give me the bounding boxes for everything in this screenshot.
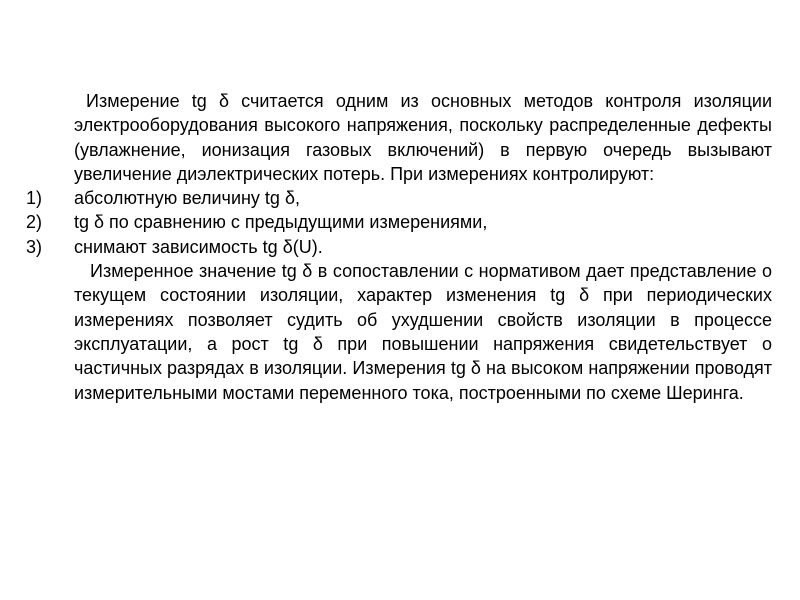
list-item xyxy=(26,235,772,259)
list-item-text: tg δ по сравнению с предыдущими измерениями, xyxy=(74,212,488,233)
list-item-text: снимают зависимость tg δ(U). xyxy=(74,236,323,257)
list-item xyxy=(26,210,772,234)
list-item-number: 2) xyxy=(26,212,43,233)
control-list xyxy=(26,186,772,259)
list-item-number: 3) xyxy=(26,236,43,257)
text-block xyxy=(26,89,772,405)
list-item-number: 1) xyxy=(26,188,43,209)
measurement-paragraph: Измеренное значение tg δ в сопоставлении с нормативом дает представление о текущем состоянии изоляции, характер изменения tg δ при периодических измерениях позволяет судить об ухудшении свойств изоляции в процессе эксплуатации, а рост tg δ при повышении напряжения свидетельствует о частичных разрядах в изоляции. Измерения tg δ на высоком напряжении проводят измерительными мостами переменного тока, построенными по схеме Шеринга. xyxy=(74,261,772,403)
list-item-text: абсолютную величину tg δ, xyxy=(74,188,300,209)
list-item xyxy=(26,186,772,210)
intro-paragraph: Измерение tg δ считается одним из основных методов контроля изоляции электрооборудования высокого напряжения, поскольку распределенные дефекты (увлажнение, ионизация газовых включений) в первую очередь вызывают увеличение диэлектрических потерь. При измерениях контролируют: xyxy=(74,91,772,184)
